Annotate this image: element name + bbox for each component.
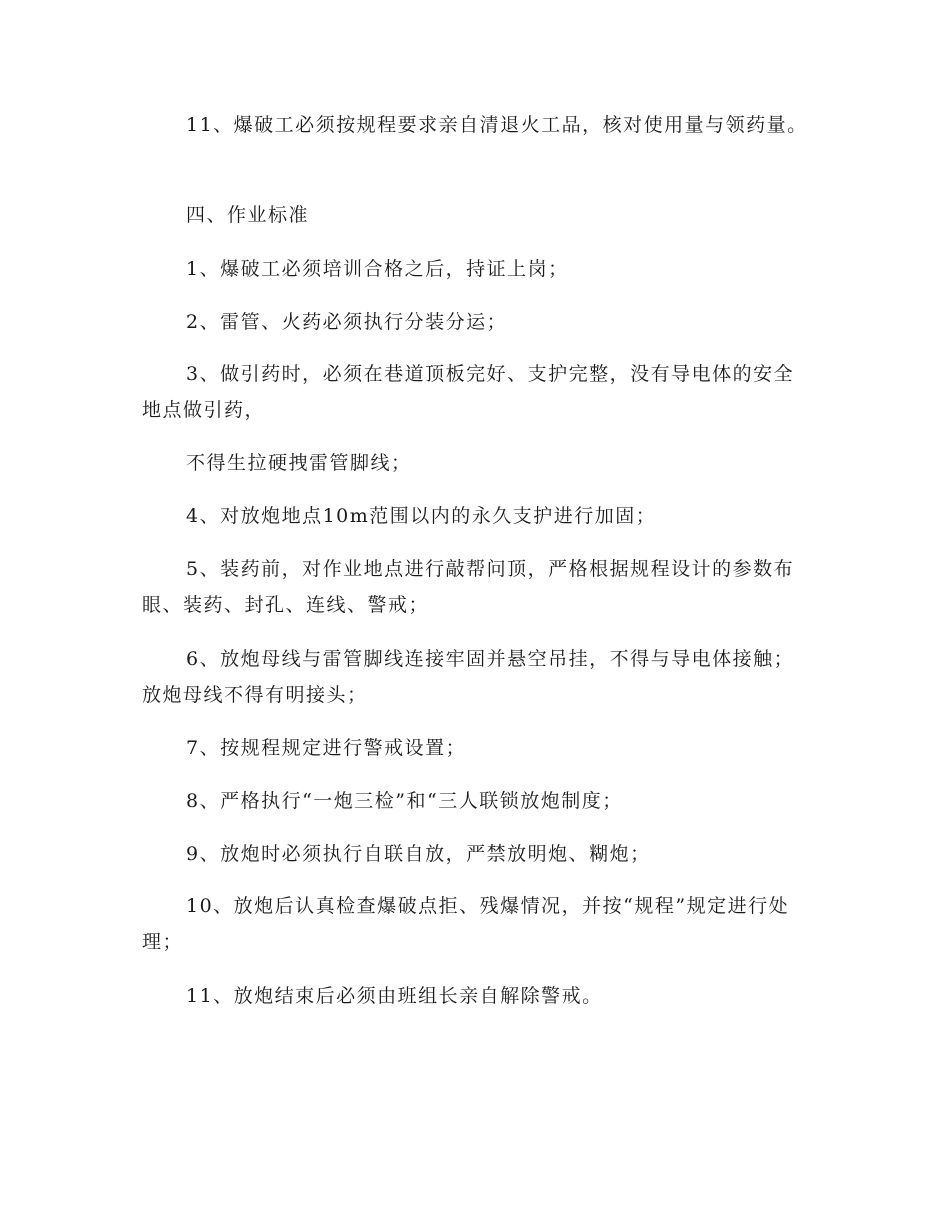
paragraph-item-11-lift-warning: 11、放炮结束后必须由班组长亲自解除警戒。 [186, 985, 603, 1007]
paragraph-item-9-self-connect: 9、放炮时必须执行自联自放，严禁放明炮、糊炮； [186, 843, 651, 865]
paragraph-item-3-making-primer: 3、做引药时，必须在巷道顶板完好、支护完整，没有导电体的安全地点做引药， [142, 363, 795, 421]
paragraph-item-1-certification: 1、爆破工必须培训合格之后，持证上岗； [186, 258, 569, 280]
paragraph-item-11-clear-detonators: 11、爆破工必须按规程要求亲自清退火工品，核对使用量与领药量。 [186, 114, 808, 136]
paragraph-item-4-reinforcement: 4、对放炮地点10m范围以内的永久支护进行加固； [186, 505, 657, 527]
paragraph-item-8-three-checks: 8、严格执行“一炮三检”和“三人联锁放炮制度； [186, 790, 623, 812]
paragraph-item-7-warning-setup: 7、按规程规定进行警戒设置； [186, 737, 467, 759]
paragraph-item-6-blasting-cable: 6、放炮母线与雷管脚线连接牢固并悬空吊挂，不得与导电体接触；放炮母线不得有明接头； [142, 648, 795, 706]
paragraph-item-10-post-blast-check: 10、放炮后认真检查爆破点拒、残爆情况，并按“规程”规定进行处理； [142, 895, 790, 953]
paragraph-item-2-separate-transport: 2、雷管、火药必须执行分装分运； [186, 311, 508, 333]
paragraph-item-3-continued: 不得生拉硬拽雷管脚线； [186, 452, 412, 474]
section-heading-work-standards: 四、作业标准 [186, 204, 310, 226]
paragraph-item-5-charging: 5、装药前，对作业地点进行敲帮问顶，严格根据规程设计的参数布眼、装药、封孔、连线、警戒； [142, 558, 795, 616]
